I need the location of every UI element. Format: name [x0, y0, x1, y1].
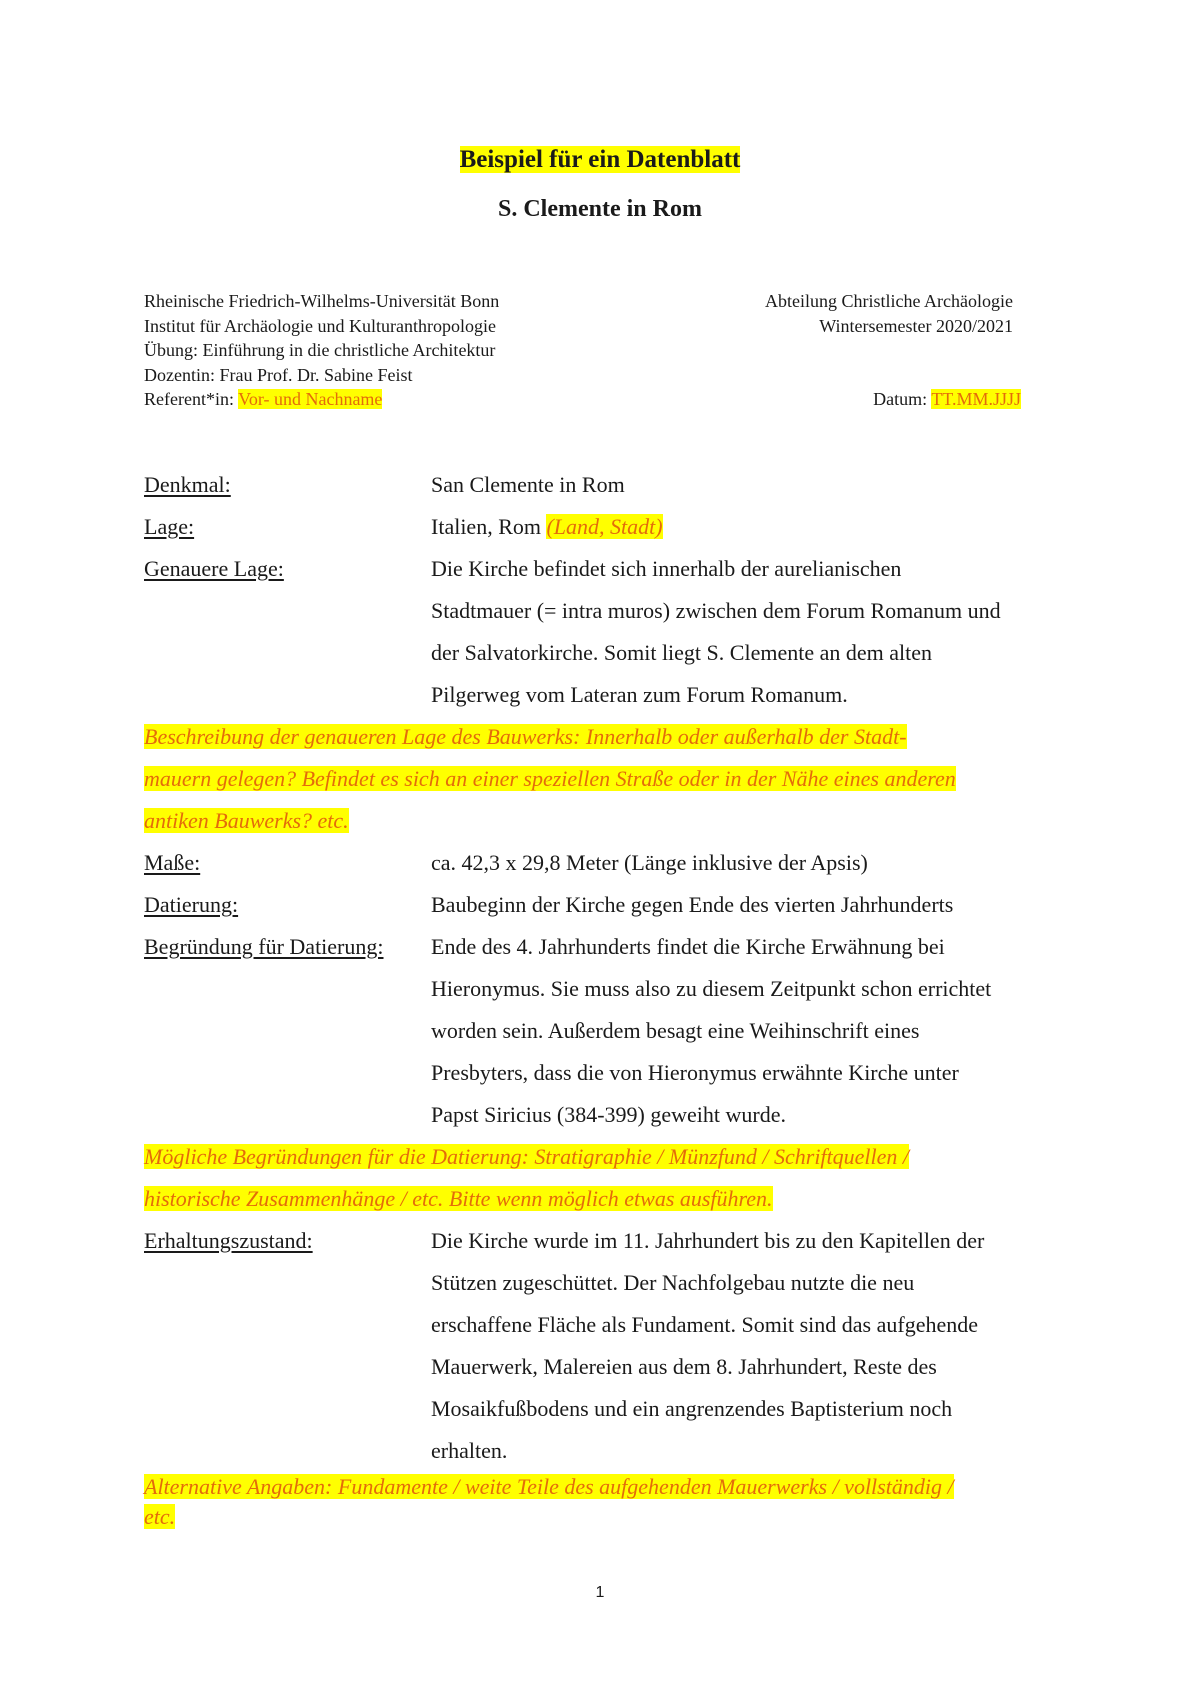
note-datierung: Mögliche Begründungen für die Datierung: Stratigraphie / Münzfund / Schriftquellen / historische Zusammenhänge / etc. Bitte wenn möglich etwas ausführen. — [144, 1144, 910, 1211]
header-lecturer: Dozentin: Frau Prof. Dr. Sabine Feist — [144, 364, 413, 385]
header-right-block — [640, 289, 1013, 338]
datasheet-entries — [144, 464, 1064, 1532]
entry-value: ca. 42,3 x 29,8 Meter (Länge inklusive der Apsis) — [431, 850, 868, 875]
entry-hint: (Land, Stadt) — [546, 514, 663, 539]
header-course: Übung: Einführung in die christliche Architektur — [144, 340, 496, 360]
header-date — [640, 387, 1021, 412]
entry-value: Italien, Rom (Land, Stadt) — [431, 514, 663, 539]
header-semester: Wintersemester 2020/2021 — [819, 315, 1013, 336]
entry-denkmal — [144, 464, 1064, 506]
date-label: Datum: — [873, 389, 928, 409]
entry-datierung — [144, 884, 1064, 926]
referent-label: Referent*in: — [144, 389, 234, 409]
document-title: Beispiel für ein Datenblatt — [459, 146, 741, 173]
entry-label: Datierung: — [144, 892, 239, 917]
entry-genauere-lage — [144, 548, 1064, 716]
entry-value: San Clemente in Rom — [431, 472, 625, 497]
entry-label: Erhaltungszustand: — [144, 1228, 313, 1253]
note-lage: Beschreibung der genaueren Lage des Bauwerks: Innerhalb oder außerhalb der Stadt- mauern gelegen? Befindet es sich an einer speziellen Straße oder in der Nähe eines anderen antiken Bauwerks? etc. — [144, 724, 956, 833]
page-number: 1 — [595, 1584, 605, 1601]
header-institute: Institut für Archäologie und Kulturanthropologie — [144, 315, 496, 336]
entry-value: Baubeginn der Kirche gegen Ende des vierten Jahrhunderts — [431, 892, 954, 917]
referent-value: Vor- und Nachname — [238, 389, 383, 409]
entry-begruendung — [144, 926, 1064, 1136]
entry-label: Genauere Lage: — [144, 556, 284, 581]
header-department: Abteilung Christliche Archäologie — [765, 291, 1013, 311]
date-value: TT.MM.JJJJ — [931, 389, 1021, 409]
entry-lage — [144, 506, 1064, 548]
entry-value: Die Kirche wurde im 11. Jahrhundert bis zu den Kapitellen der Stützen zugeschüttet. Der Nachfolgebau nutzte die neu erschaffene Fläche als Fundament. Somit sind das aufgehende Mauerwerk, Malereien aus dem 8. Jahrhundert, Reste des Mosaikfußbodens und ein angrenzendes Baptisterium noch erhalten. — [431, 1228, 985, 1463]
entry-erhaltungszustand — [144, 1220, 1064, 1472]
entry-label: Maße: — [144, 850, 201, 875]
header-left-block — [144, 289, 704, 412]
entry-label: Denkmal: — [144, 472, 231, 497]
note-erhaltung: Alternative Angaben: Fundamente / weite Teile des aufgehenden Mauerwerks / vollständig / etc. — [144, 1474, 954, 1529]
entry-label: Lage: — [144, 514, 195, 539]
header-university: Rheinische Friedrich-Wilhelms-Universität Bonn — [144, 291, 500, 311]
entry-label: Begründung für Datierung: — [144, 934, 384, 959]
entry-value: Ende des 4. Jahrhunderts findet die Kirche Erwähnung bei Hieronymus. Sie muss also zu diesem Zeitpunkt schon errichtet worden sein. Außerdem besagt eine Weihinschrift eines Presbyters, dass die von Hieronymus erwähnte Kirche unter Papst Siricius (384-399) geweiht wurde. — [431, 934, 992, 1127]
document-subtitle: S. Clemente in Rom — [498, 196, 702, 222]
entry-masse — [144, 842, 1064, 884]
header-referent — [144, 387, 704, 412]
entry-value: Die Kirche befindet sich innerhalb der aurelianischen Stadtmauer (= intra muros) zwischen dem Forum Romanum und der Salvatorkirche. Somit liegt S. Clemente an dem alten Pilgerweg vom Lateran zum Forum Romanum. — [431, 556, 1001, 707]
